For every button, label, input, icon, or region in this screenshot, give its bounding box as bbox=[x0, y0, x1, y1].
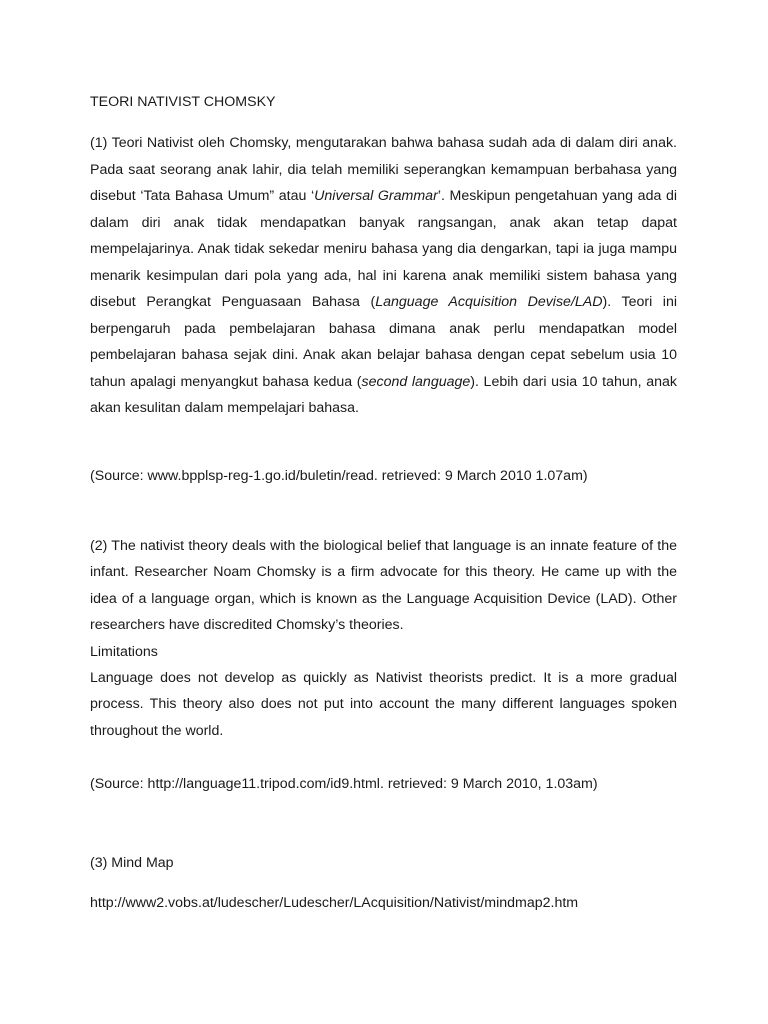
section-1-source: (Source: www.bpplsp-reg-1.go.id/buletin/read. retrieved: 9 March 2010 1.07am) bbox=[90, 468, 588, 484]
section-2-intro: (2) The nativist theory deals with the biological belief that language is an innate feature of the infant. Researcher Noam Chomsky is a firm advocate for this theory. He came up with the idea of a language organ, which is known as the Language Acquisition Device (LAD). Other researchers have discredited Chomsky’s theories. bbox=[90, 538, 677, 634]
section-2-source: (Source: http://language11.tripod.com/id9.html. retrieved: 9 March 2010, 1.03am) bbox=[90, 776, 598, 792]
section-1-paragraph bbox=[90, 130, 677, 422]
section-3-heading: (3) Mind Map bbox=[90, 855, 174, 871]
section-1-italic-second-language: second language bbox=[361, 373, 471, 390]
section-1-text-d: ). Lebih dari usia 10 tahun, anak akan kesulitan dalam mempelajari bahasa. bbox=[90, 373, 677, 416]
section-1-text-a: (1) Teori Nativist oleh Chomsky, mengutarakan bahwa bahasa sudah ada di dalam diri anak. Pada saat seorang anak lahir, dia telah memiliki seperangkan kemampuan berbahasa yang disebut ‘Tata Bahasa Umum” atau ‘ bbox=[90, 135, 677, 204]
section-1-text-c: ). Teori ini berpengaruh pada pembelajaran bahasa dimana anak perlu mendapatkan model pembelajaran bahasa sejak dini. Anak akan belajar bahasa dengan cepat sebelum usia 10 tahun apalagi menyangkut bahasa kedua ( bbox=[90, 294, 677, 390]
section-1-italic-lad: Language Acquisition Devise/LAD bbox=[375, 294, 603, 310]
document-title: TEORI NATIVIST CHOMSKY bbox=[90, 94, 276, 110]
limitations-text: Language does not develop as quickly as Nativist theorists predict. It is a more gradual process. This theory also does not put into account the many different languages spoken throughout the world. bbox=[90, 670, 677, 739]
mind-map-url: http://www2.vobs.at/ludescher/Ludescher/LAcquisition/Nativist/mindmap2.htm bbox=[90, 895, 579, 911]
limitations-heading: Limitations bbox=[90, 643, 158, 660]
section-1-text-b: ’. Meskipun pengetahuan yang ada di dalam diri anak tidak mendapatkan banyak rangsangan, anak akan tetap dapat mempelajarinya. Anak tidak sekedar meniru bahasa yang dia dengarkan, tapi ia juga mampu menarik kesimpulan dari pola yang ada, hal ini karena anak memiliki sistem bahasa yang disebut Perangkat Penguasaan Bahasa ( bbox=[90, 188, 677, 310]
section-2-body bbox=[90, 533, 677, 744]
section-1-italic-universal-grammar: Universal Grammar bbox=[314, 188, 438, 204]
